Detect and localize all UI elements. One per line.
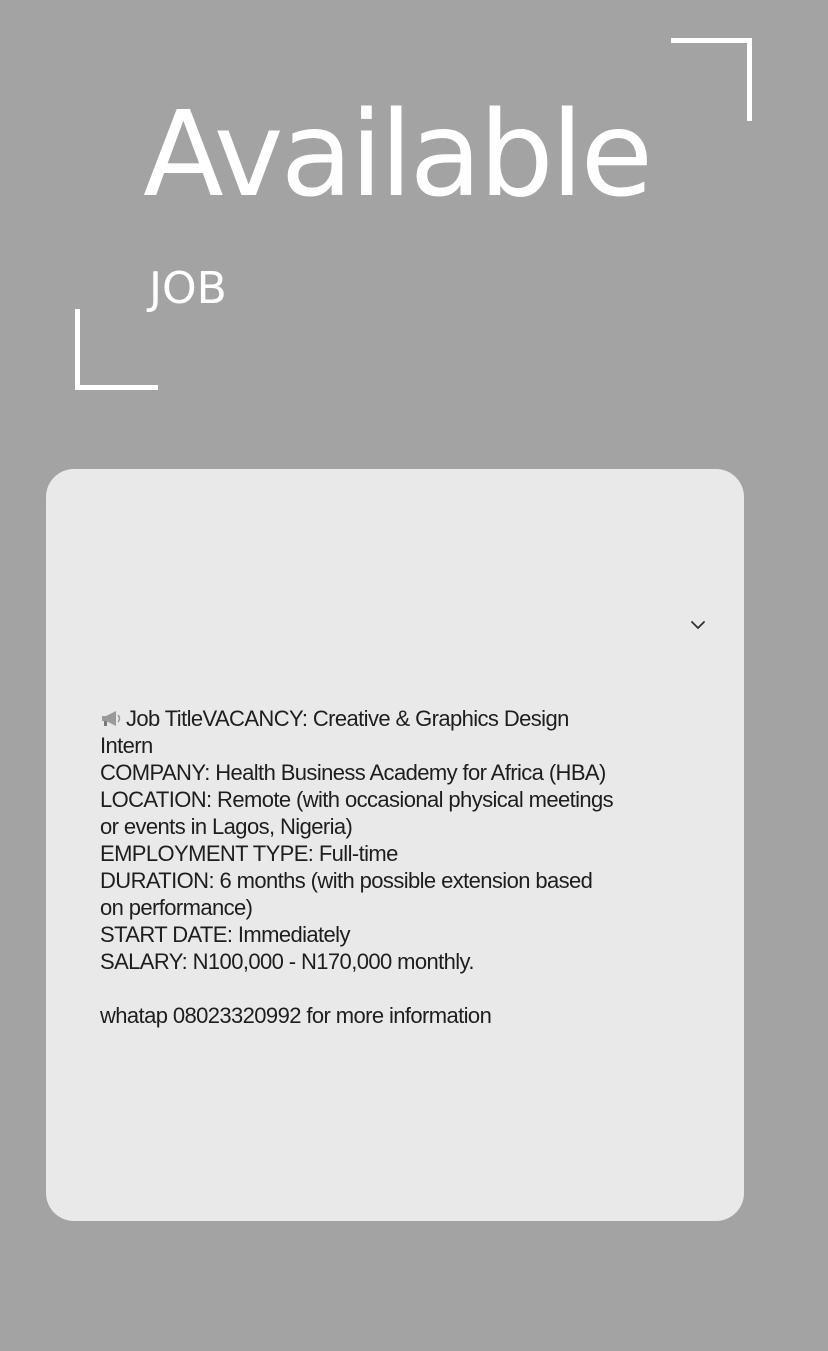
paragraph-spacer xyxy=(100,975,700,1002)
subheadline: JOB xyxy=(149,263,227,314)
post-body xyxy=(100,705,700,1029)
start-date-line: START DATE: Immediately xyxy=(100,922,350,947)
corner-frame-bottom-left xyxy=(75,309,158,390)
job-title-line xyxy=(100,705,700,732)
megaphone-icon xyxy=(100,707,124,727)
corner-frame-top-right xyxy=(671,38,752,121)
contact-line: whatap 08023320992 for more information xyxy=(100,1003,492,1028)
duration-line: DURATION: 6 months (with possible extension based xyxy=(100,868,593,893)
post-line: on performance) xyxy=(100,895,253,920)
headline: Available xyxy=(143,85,651,223)
post-card xyxy=(46,469,744,1221)
employment-type-line: EMPLOYMENT TYPE: Full-time xyxy=(100,841,398,866)
expand-toggle[interactable] xyxy=(686,613,710,637)
post-line: or events in Lagos, Nigeria) xyxy=(100,814,353,839)
salary-line: SALARY: N100,000 - N170,000 monthly. xyxy=(100,949,474,974)
chevron-down-icon xyxy=(691,621,705,630)
location-line: LOCATION: Remote (with occasional physical meetings xyxy=(100,787,614,812)
company-line: COMPANY: Health Business Academy for Africa (HBA) xyxy=(100,760,606,785)
post-line: Intern xyxy=(100,733,153,758)
job-title-text: Job TitleVACANCY: Creative & Graphics Design xyxy=(126,706,569,731)
